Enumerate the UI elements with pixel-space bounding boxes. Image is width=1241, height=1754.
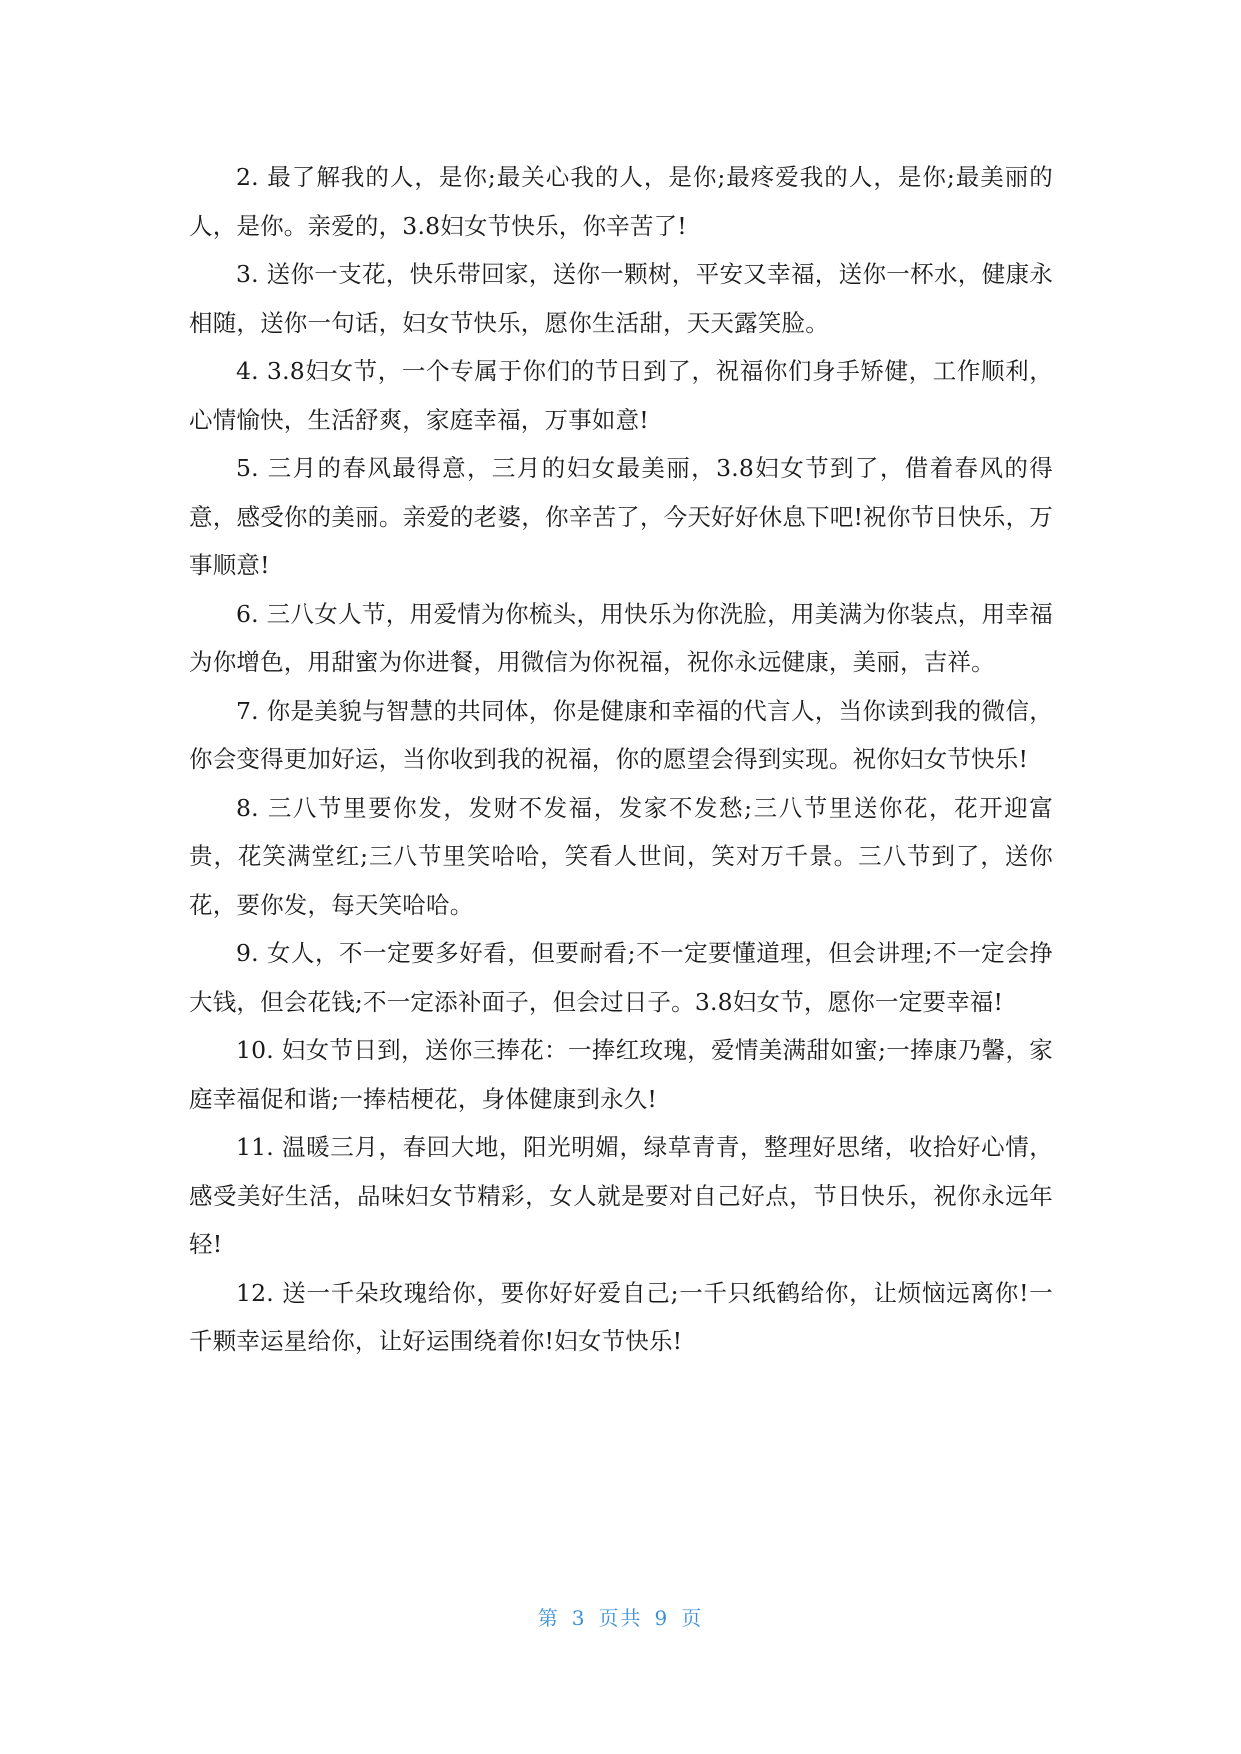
paragraph-12: 12. 送一千朵玫瑰给你，要你好好爱自己;一千只纸鹤给你，让烦恼远离你!一千颗幸运星给你，让好运围绕着你!妇女节快乐! bbox=[189, 1278, 1053, 1355]
footer-middle: 页共 bbox=[598, 1606, 643, 1630]
footer-suffix: 页 bbox=[681, 1606, 704, 1630]
paragraph-2: 2. 最了解我的人，是你;最关心我的人，是你;最疼爱我的人，是你;最美丽的人，是你。亲爱的，3.8妇女节快乐，你辛苦了! bbox=[189, 163, 1053, 240]
paragraph-4: 4. 3.8妇女节，一个专属于你们的节日到了，祝福你们身手矫健，工作顺利，心情愉快，生活舒爽，家庭幸福，万事如意! bbox=[189, 357, 1053, 434]
paragraph-6: 6. 三八女人节，用爱情为你梳头，用快乐为你洗脸，用美满为你装点，用幸福为你增色，用甜蜜为你进餐，用微信为你祝福，祝你永远健康，美丽，吉祥。 bbox=[189, 599, 1053, 676]
paragraph-9: 9. 女人，不一定要多好看，但要耐看;不一定要懂道理，但会讲理;不一定会挣大钱，但会花钱;不一定添补面子，但会过日子。3.8妇女节，愿你一定要幸福! bbox=[189, 939, 1053, 1016]
paragraph-7: 7. 你是美貌与智慧的共同体，你是健康和幸福的代言人，当你读到我的微信，你会变得更加好运，当你收到我的祝福，你的愿望会得到实现。祝你妇女节快乐! bbox=[189, 696, 1053, 773]
document-body bbox=[189, 153, 1053, 1366]
page-number-footer bbox=[0, 1602, 1241, 1631]
paragraph-11: 11. 温暖三月，春回大地，阳光明媚，绿草青青，整理好思绪，收拾好心情，感受美好生活，品味妇女节精彩，女人就是要对自己好点，节日快乐，祝你永远年轻! bbox=[189, 1133, 1053, 1258]
paragraph-10: 10. 妇女节日到，送你三捧花：一捧红玫瑰，爱情美满甜如蜜;一捧康乃馨，家庭幸福促和谐;一捧桔梗花，身体健康到永久! bbox=[189, 1036, 1053, 1113]
paragraph-3: 3. 送你一支花，快乐带回家，送你一颗树，平安又幸福，送你一杯水，健康永相随，送你一句话，妇女节快乐，愿你生活甜，天天露笑脸。 bbox=[189, 260, 1053, 337]
paragraph-8: 8. 三八节里要你发，发财不发福，发家不发愁;三八节里送你花，花开迎富贵，花笑满堂红;三八节里笑哈哈，笑看人世间，笑对万千景。三八节到了，送你花，要你发，每天笑哈哈。 bbox=[189, 793, 1053, 919]
footer-prefix: 第 bbox=[537, 1606, 560, 1630]
footer-current-page: 3 bbox=[571, 1606, 587, 1630]
footer-total-pages: 9 bbox=[654, 1606, 670, 1630]
paragraph-5: 5. 三月的春风最得意，三月的妇女最美丽，3.8妇女节到了，借着春风的得意，感受你的美丽。亲爱的老婆，你辛苦了，今天好好休息下吧!祝你节日快乐，万事顺意! bbox=[189, 454, 1053, 579]
